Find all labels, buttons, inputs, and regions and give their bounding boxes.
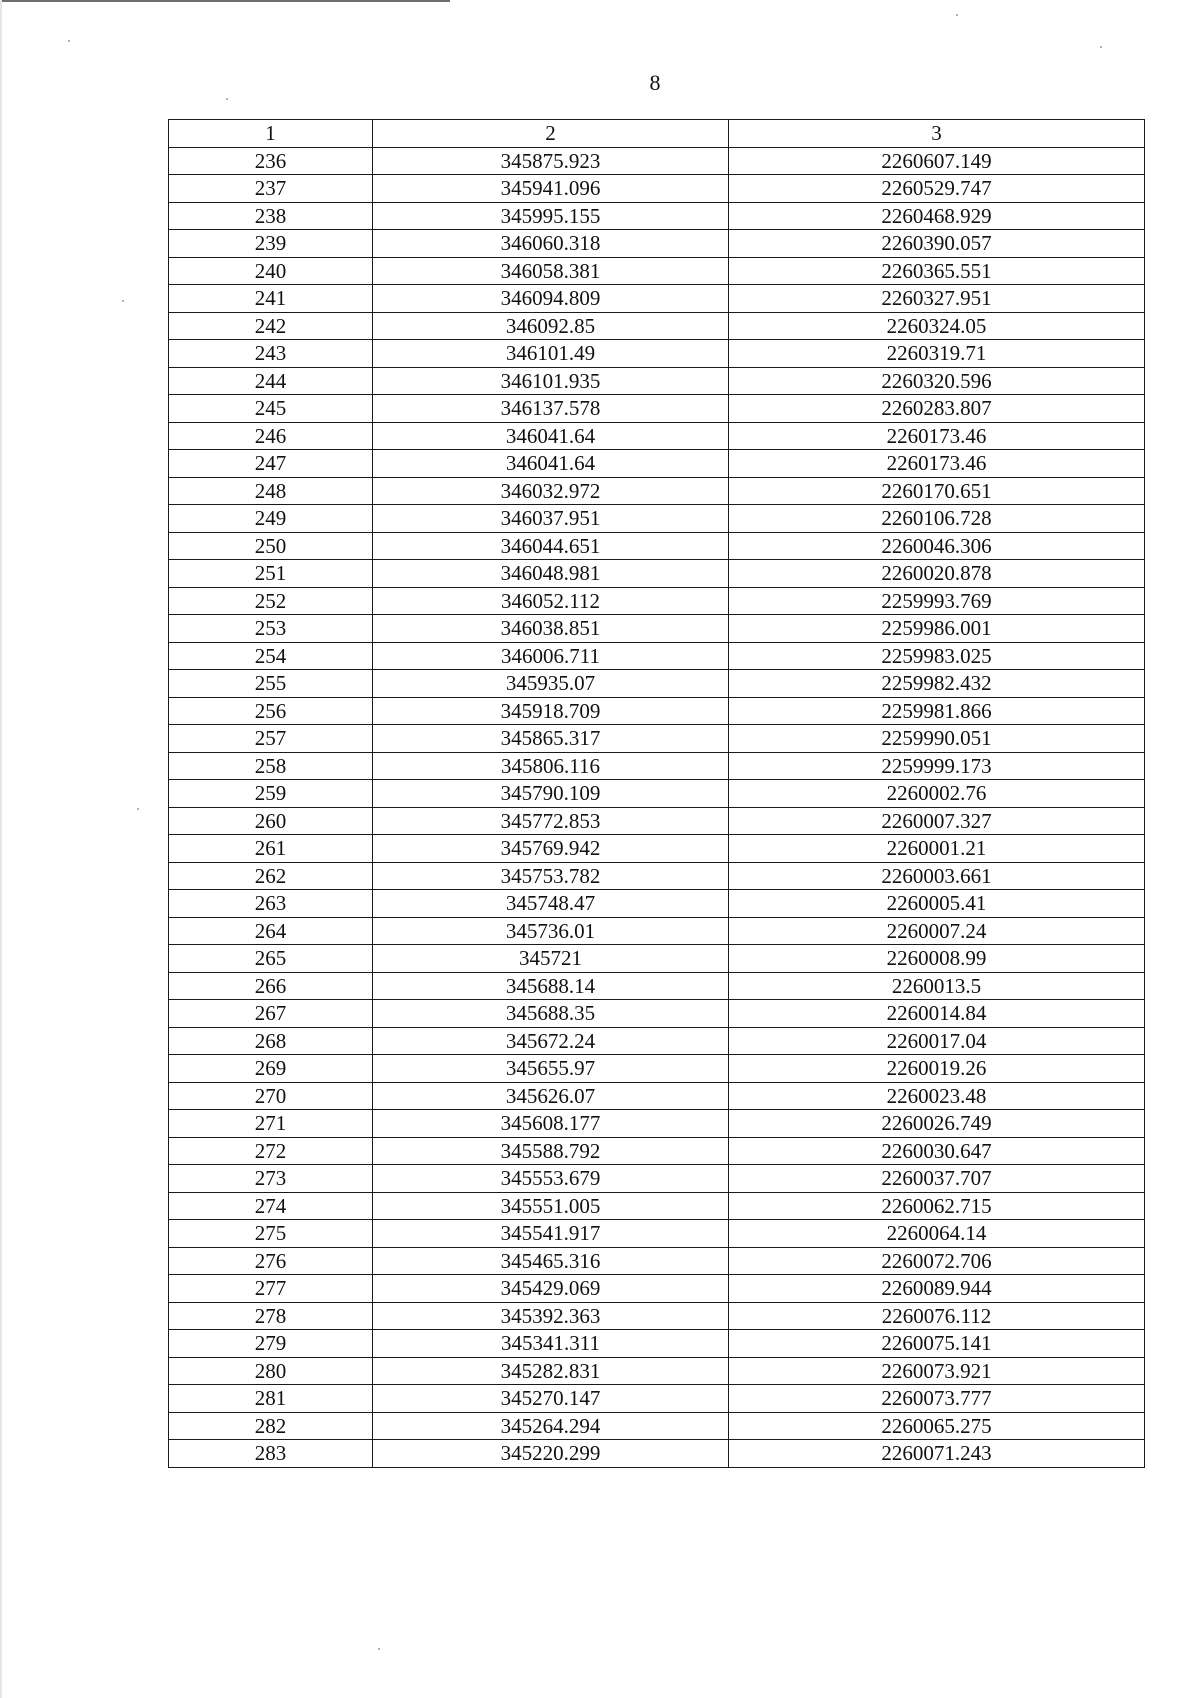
table-row xyxy=(169,175,1145,203)
column-header-2: 2 xyxy=(373,120,729,148)
y-coordinate-cell: 2260037.707 xyxy=(729,1165,1145,1193)
scan-speck xyxy=(122,300,124,302)
y-coordinate-cell: 2260007.327 xyxy=(729,807,1145,835)
table-row xyxy=(169,147,1145,175)
y-coordinate-cell: 2260017.04 xyxy=(729,1027,1145,1055)
table-row xyxy=(169,917,1145,945)
x-coordinate-cell: 345753.782 xyxy=(373,862,729,890)
x-coordinate-cell: 346044.651 xyxy=(373,532,729,560)
x-coordinate-cell: 346060.318 xyxy=(373,230,729,258)
point-number-cell: 249 xyxy=(169,505,373,533)
point-number-cell: 257 xyxy=(169,725,373,753)
table-row xyxy=(169,1192,1145,1220)
point-number-cell: 276 xyxy=(169,1247,373,1275)
point-number-cell: 264 xyxy=(169,917,373,945)
y-coordinate-cell: 2260062.715 xyxy=(729,1192,1145,1220)
y-coordinate-cell: 2260173.46 xyxy=(729,422,1145,450)
table-row xyxy=(169,477,1145,505)
point-number-cell: 246 xyxy=(169,422,373,450)
scan-speck xyxy=(1100,46,1102,48)
table-row xyxy=(169,780,1145,808)
point-number-cell: 260 xyxy=(169,807,373,835)
y-coordinate-cell: 2260106.728 xyxy=(729,505,1145,533)
scan-speck xyxy=(956,14,958,16)
x-coordinate-cell: 346052.112 xyxy=(373,587,729,615)
x-coordinate-cell: 345655.97 xyxy=(373,1055,729,1083)
x-coordinate-cell: 345282.831 xyxy=(373,1357,729,1385)
table-row xyxy=(169,1027,1145,1055)
x-coordinate-cell: 345264.294 xyxy=(373,1412,729,1440)
point-number-cell: 261 xyxy=(169,835,373,863)
table-row xyxy=(169,532,1145,560)
x-coordinate-cell: 345772.853 xyxy=(373,807,729,835)
x-coordinate-cell: 345918.709 xyxy=(373,697,729,725)
y-coordinate-cell: 2259986.001 xyxy=(729,615,1145,643)
point-number-cell: 279 xyxy=(169,1330,373,1358)
point-number-cell: 271 xyxy=(169,1110,373,1138)
x-coordinate-cell: 345626.07 xyxy=(373,1082,729,1110)
scan-speck xyxy=(378,1648,380,1650)
point-number-cell: 239 xyxy=(169,230,373,258)
x-coordinate-cell: 346092.85 xyxy=(373,312,729,340)
y-coordinate-cell: 2260607.149 xyxy=(729,147,1145,175)
point-number-cell: 282 xyxy=(169,1412,373,1440)
x-coordinate-cell: 345769.942 xyxy=(373,835,729,863)
table-row xyxy=(169,1000,1145,1028)
point-number-cell: 275 xyxy=(169,1220,373,1248)
x-coordinate-cell: 345465.316 xyxy=(373,1247,729,1275)
y-coordinate-cell: 2260001.21 xyxy=(729,835,1145,863)
y-coordinate-cell: 2260319.71 xyxy=(729,340,1145,368)
table-row xyxy=(169,1357,1145,1385)
y-coordinate-cell: 2260007.24 xyxy=(729,917,1145,945)
y-coordinate-cell: 2259990.051 xyxy=(729,725,1145,753)
y-coordinate-cell: 2260365.551 xyxy=(729,257,1145,285)
table-row xyxy=(169,1082,1145,1110)
point-number-cell: 259 xyxy=(169,780,373,808)
table-row xyxy=(169,1385,1145,1413)
point-number-cell: 242 xyxy=(169,312,373,340)
table-row xyxy=(169,1110,1145,1138)
table-row xyxy=(169,862,1145,890)
y-coordinate-cell: 2260064.14 xyxy=(729,1220,1145,1248)
y-coordinate-cell: 2260468.929 xyxy=(729,202,1145,230)
point-number-cell: 267 xyxy=(169,1000,373,1028)
table-row xyxy=(169,312,1145,340)
table-row xyxy=(169,395,1145,423)
y-coordinate-cell: 2259982.432 xyxy=(729,670,1145,698)
point-number-cell: 283 xyxy=(169,1440,373,1468)
point-number-cell: 262 xyxy=(169,862,373,890)
y-coordinate-cell: 2260320.596 xyxy=(729,367,1145,395)
x-coordinate-cell: 345541.917 xyxy=(373,1220,729,1248)
scan-speck xyxy=(226,98,228,100)
y-coordinate-cell: 2260013.5 xyxy=(729,972,1145,1000)
coordinates-table xyxy=(168,119,1145,1468)
table-row xyxy=(169,807,1145,835)
table-row xyxy=(169,587,1145,615)
point-number-cell: 238 xyxy=(169,202,373,230)
x-coordinate-cell: 345588.792 xyxy=(373,1137,729,1165)
x-coordinate-cell: 346094.809 xyxy=(373,285,729,313)
point-number-cell: 273 xyxy=(169,1165,373,1193)
table-row xyxy=(169,1440,1145,1468)
table-row xyxy=(169,697,1145,725)
x-coordinate-cell: 346137.578 xyxy=(373,395,729,423)
column-header-3: 3 xyxy=(729,120,1145,148)
point-number-cell: 236 xyxy=(169,147,373,175)
x-coordinate-cell: 345935.07 xyxy=(373,670,729,698)
table-row xyxy=(169,285,1145,313)
table-row xyxy=(169,367,1145,395)
x-coordinate-cell: 346048.981 xyxy=(373,560,729,588)
table-row xyxy=(169,450,1145,478)
point-number-cell: 253 xyxy=(169,615,373,643)
y-coordinate-cell: 2260005.41 xyxy=(729,890,1145,918)
y-coordinate-cell: 2260089.944 xyxy=(729,1275,1145,1303)
x-coordinate-cell: 346041.64 xyxy=(373,450,729,478)
x-coordinate-cell: 345392.363 xyxy=(373,1302,729,1330)
point-number-cell: 244 xyxy=(169,367,373,395)
y-coordinate-cell: 2260073.777 xyxy=(729,1385,1145,1413)
table-row xyxy=(169,972,1145,1000)
table-body xyxy=(169,147,1145,1467)
table-row xyxy=(169,257,1145,285)
y-coordinate-cell: 2260002.76 xyxy=(729,780,1145,808)
table-row xyxy=(169,1220,1145,1248)
x-coordinate-cell: 346101.935 xyxy=(373,367,729,395)
point-number-cell: 265 xyxy=(169,945,373,973)
y-coordinate-cell: 2260065.275 xyxy=(729,1412,1145,1440)
point-number-cell: 255 xyxy=(169,670,373,698)
y-coordinate-cell: 2260529.747 xyxy=(729,175,1145,203)
table-row xyxy=(169,560,1145,588)
point-number-cell: 251 xyxy=(169,560,373,588)
column-header-1: 1 xyxy=(169,120,373,148)
table-row xyxy=(169,890,1145,918)
table-row xyxy=(169,1137,1145,1165)
table-row xyxy=(169,1165,1145,1193)
y-coordinate-cell: 2260071.243 xyxy=(729,1440,1145,1468)
point-number-cell: 277 xyxy=(169,1275,373,1303)
x-coordinate-cell: 345553.679 xyxy=(373,1165,729,1193)
table-header-row xyxy=(169,120,1145,148)
table-row xyxy=(169,340,1145,368)
point-number-cell: 263 xyxy=(169,890,373,918)
scan-top-edge xyxy=(0,0,450,2)
table-row xyxy=(169,230,1145,258)
point-number-cell: 274 xyxy=(169,1192,373,1220)
y-coordinate-cell: 2260324.05 xyxy=(729,312,1145,340)
y-coordinate-cell: 2260073.921 xyxy=(729,1357,1145,1385)
point-number-cell: 247 xyxy=(169,450,373,478)
point-number-cell: 270 xyxy=(169,1082,373,1110)
point-number-cell: 266 xyxy=(169,972,373,1000)
scan-left-edge xyxy=(0,0,2,1698)
y-coordinate-cell: 2260014.84 xyxy=(729,1000,1145,1028)
table-row xyxy=(169,752,1145,780)
point-number-cell: 272 xyxy=(169,1137,373,1165)
y-coordinate-cell: 2260327.951 xyxy=(729,285,1145,313)
table-row xyxy=(169,642,1145,670)
x-coordinate-cell: 345608.177 xyxy=(373,1110,729,1138)
x-coordinate-cell: 346101.49 xyxy=(373,340,729,368)
x-coordinate-cell: 345688.35 xyxy=(373,1000,729,1028)
point-number-cell: 245 xyxy=(169,395,373,423)
table-row xyxy=(169,422,1145,450)
table-row xyxy=(169,202,1145,230)
x-coordinate-cell: 346038.851 xyxy=(373,615,729,643)
scan-speck xyxy=(137,808,139,810)
x-coordinate-cell: 345721 xyxy=(373,945,729,973)
table-row xyxy=(169,1275,1145,1303)
table-row xyxy=(169,505,1145,533)
x-coordinate-cell: 345270.147 xyxy=(373,1385,729,1413)
table-row xyxy=(169,615,1145,643)
y-coordinate-cell: 2260173.46 xyxy=(729,450,1145,478)
point-number-cell: 278 xyxy=(169,1302,373,1330)
point-number-cell: 269 xyxy=(169,1055,373,1083)
point-number-cell: 240 xyxy=(169,257,373,285)
scan-speck xyxy=(68,40,70,42)
x-coordinate-cell: 345429.069 xyxy=(373,1275,729,1303)
x-coordinate-cell: 345748.47 xyxy=(373,890,729,918)
y-coordinate-cell: 2260075.141 xyxy=(729,1330,1145,1358)
y-coordinate-cell: 2260283.807 xyxy=(729,395,1145,423)
x-coordinate-cell: 346058.381 xyxy=(373,257,729,285)
x-coordinate-cell: 345865.317 xyxy=(373,725,729,753)
point-number-cell: 252 xyxy=(169,587,373,615)
point-number-cell: 258 xyxy=(169,752,373,780)
y-coordinate-cell: 2260026.749 xyxy=(729,1110,1145,1138)
point-number-cell: 281 xyxy=(169,1385,373,1413)
point-number-cell: 254 xyxy=(169,642,373,670)
point-number-cell: 256 xyxy=(169,697,373,725)
x-coordinate-cell: 345341.311 xyxy=(373,1330,729,1358)
x-coordinate-cell: 345995.155 xyxy=(373,202,729,230)
x-coordinate-cell: 345875.923 xyxy=(373,147,729,175)
table-row xyxy=(169,1302,1145,1330)
x-coordinate-cell: 345672.24 xyxy=(373,1027,729,1055)
y-coordinate-cell: 2260019.26 xyxy=(729,1055,1145,1083)
x-coordinate-cell: 345220.299 xyxy=(373,1440,729,1468)
table-row xyxy=(169,1247,1145,1275)
x-coordinate-cell: 346006.711 xyxy=(373,642,729,670)
page-number: 8 xyxy=(649,70,661,95)
point-number-cell: 250 xyxy=(169,532,373,560)
point-number-cell: 243 xyxy=(169,340,373,368)
y-coordinate-cell: 2260170.651 xyxy=(729,477,1145,505)
y-coordinate-cell: 2260390.057 xyxy=(729,230,1145,258)
x-coordinate-cell: 346032.972 xyxy=(373,477,729,505)
x-coordinate-cell: 345806.116 xyxy=(373,752,729,780)
table-row xyxy=(169,1055,1145,1083)
x-coordinate-cell: 346041.64 xyxy=(373,422,729,450)
table-row xyxy=(169,835,1145,863)
y-coordinate-cell: 2260046.306 xyxy=(729,532,1145,560)
y-coordinate-cell: 2260076.112 xyxy=(729,1302,1145,1330)
y-coordinate-cell: 2260003.661 xyxy=(729,862,1145,890)
y-coordinate-cell: 2259981.866 xyxy=(729,697,1145,725)
x-coordinate-cell: 345736.01 xyxy=(373,917,729,945)
table-row xyxy=(169,1412,1145,1440)
table-row xyxy=(169,945,1145,973)
y-coordinate-cell: 2259999.173 xyxy=(729,752,1145,780)
y-coordinate-cell: 2259983.025 xyxy=(729,642,1145,670)
table-row xyxy=(169,1330,1145,1358)
x-coordinate-cell: 345941.096 xyxy=(373,175,729,203)
table-row xyxy=(169,670,1145,698)
y-coordinate-cell: 2260030.647 xyxy=(729,1137,1145,1165)
x-coordinate-cell: 345688.14 xyxy=(373,972,729,1000)
y-coordinate-cell: 2260023.48 xyxy=(729,1082,1145,1110)
y-coordinate-cell: 2260008.99 xyxy=(729,945,1145,973)
y-coordinate-cell: 2260072.706 xyxy=(729,1247,1145,1275)
x-coordinate-cell: 345790.109 xyxy=(373,780,729,808)
point-number-cell: 280 xyxy=(169,1357,373,1385)
table-row xyxy=(169,725,1145,753)
y-coordinate-cell: 2259993.769 xyxy=(729,587,1145,615)
point-number-cell: 268 xyxy=(169,1027,373,1055)
point-number-cell: 237 xyxy=(169,175,373,203)
y-coordinate-cell: 2260020.878 xyxy=(729,560,1145,588)
x-coordinate-cell: 346037.951 xyxy=(373,505,729,533)
point-number-cell: 248 xyxy=(169,477,373,505)
x-coordinate-cell: 345551.005 xyxy=(373,1192,729,1220)
point-number-cell: 241 xyxy=(169,285,373,313)
